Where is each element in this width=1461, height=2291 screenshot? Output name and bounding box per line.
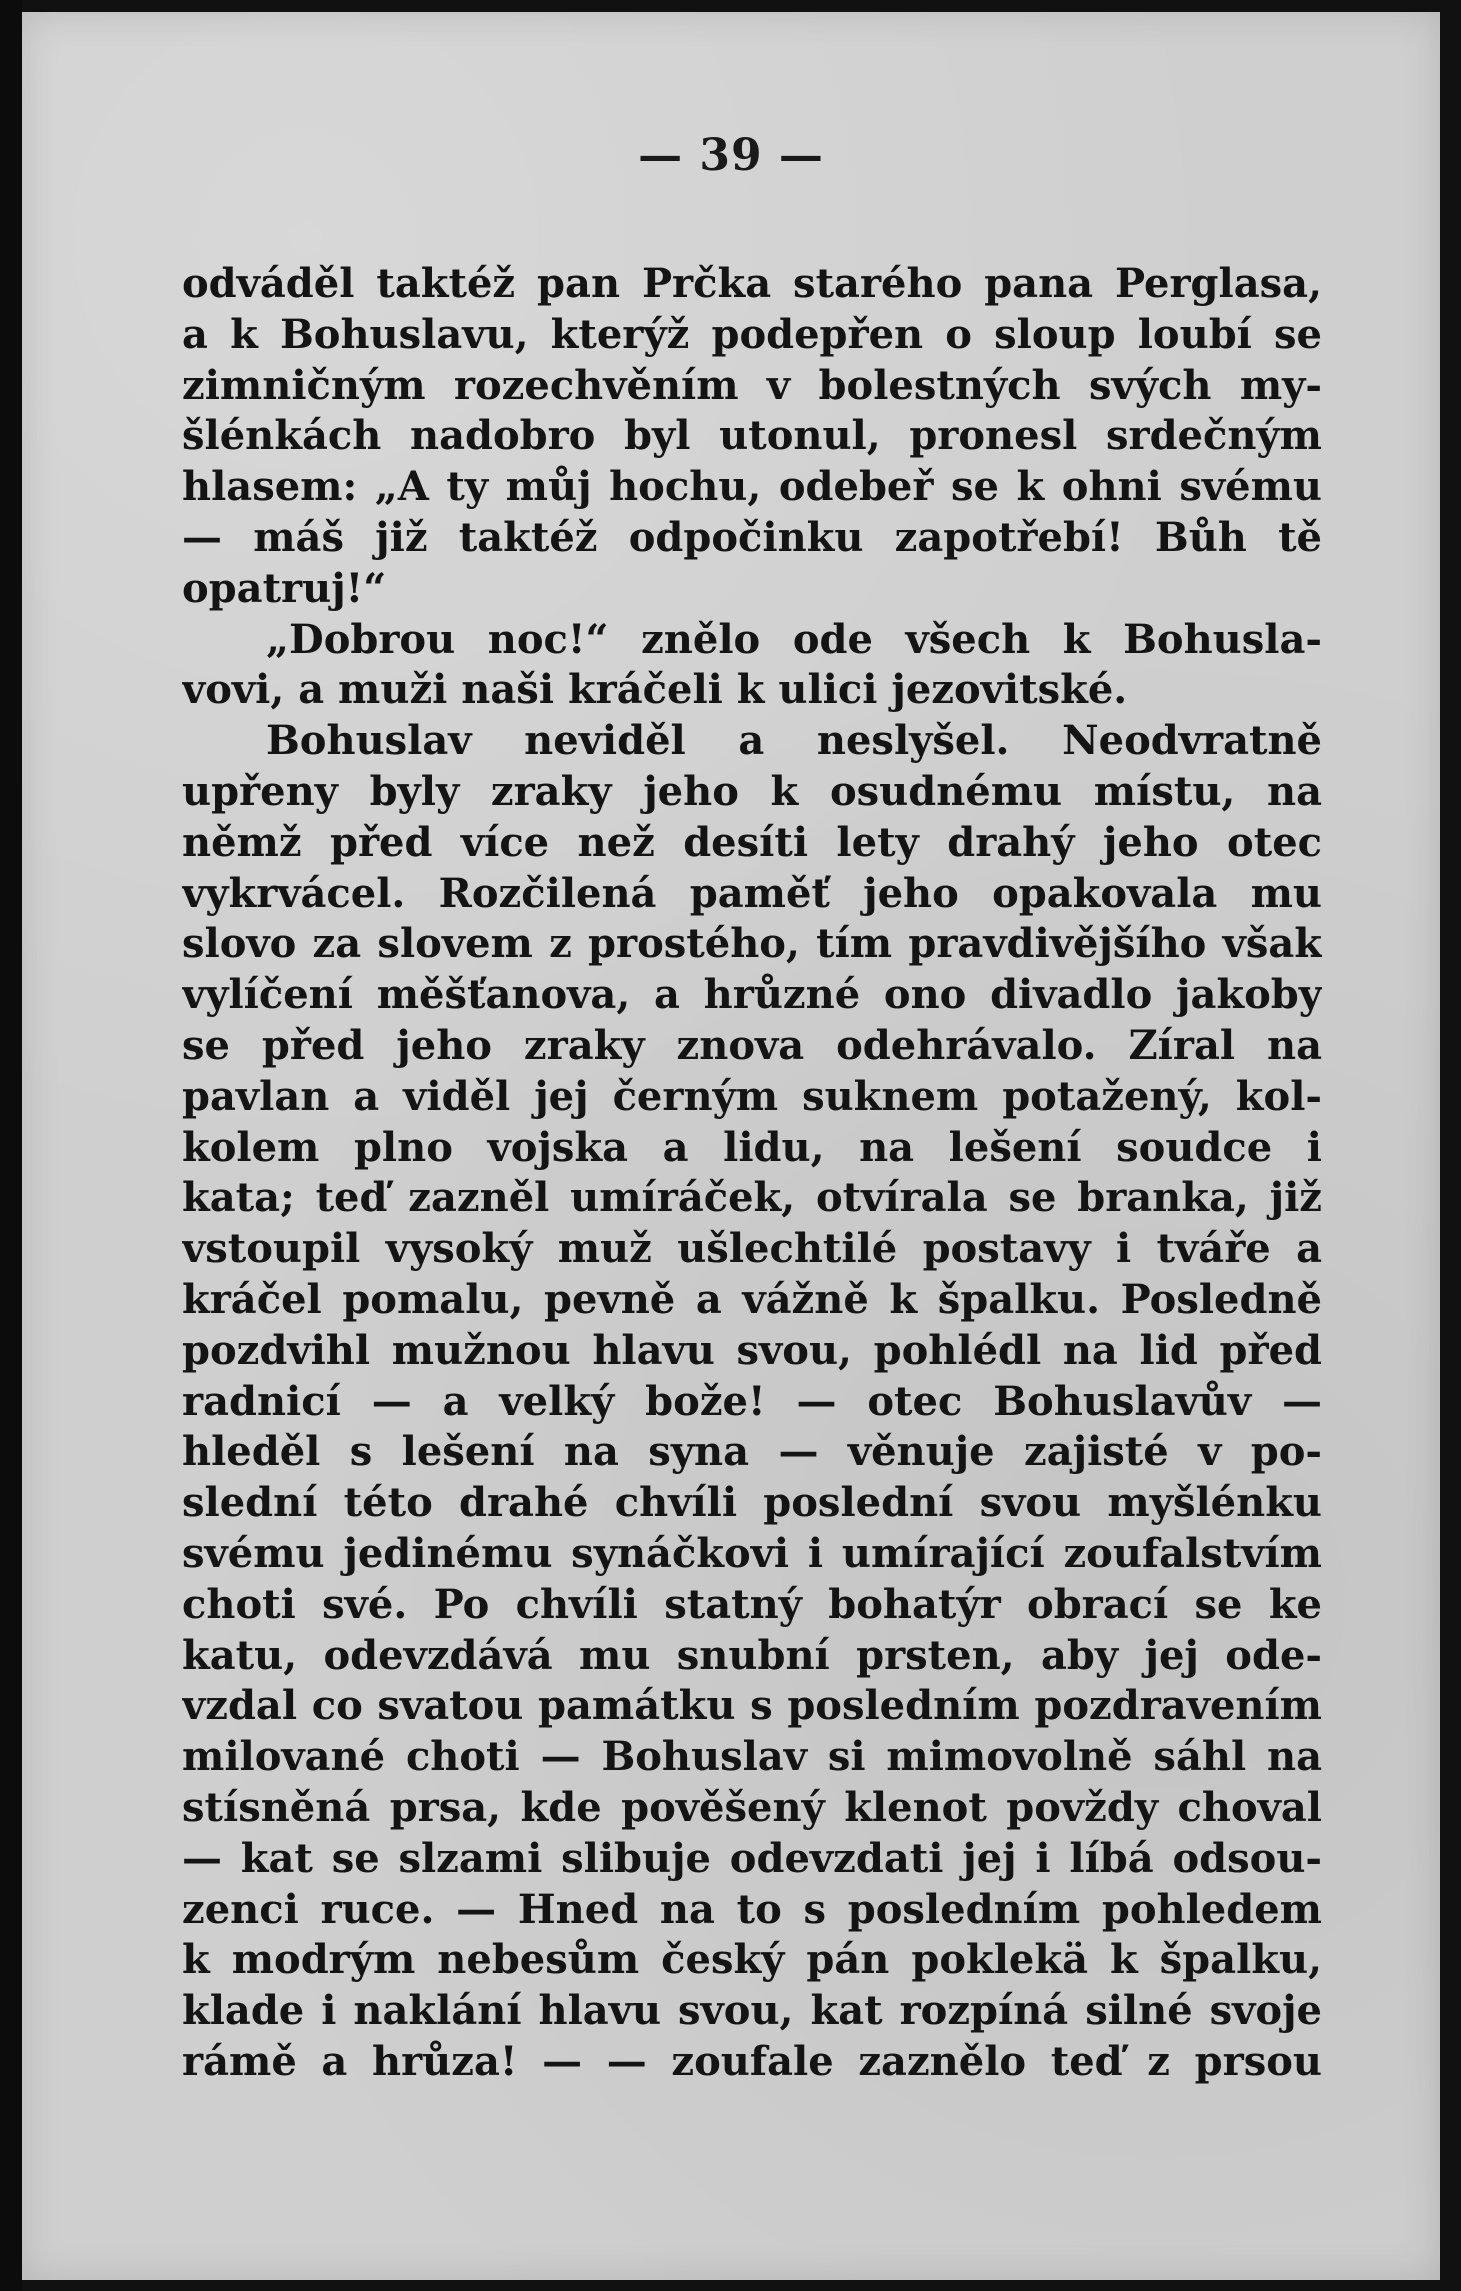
text-line: k modrým nebesům český pán poklekä k špalku, bbox=[182, 1936, 1322, 1984]
book-page bbox=[22, 12, 1440, 2280]
text-line: vstoupil vysoký muž ušlechtilé postavy i tváře a bbox=[182, 1225, 1322, 1273]
scan-left-edge bbox=[0, 0, 22, 2291]
text-line: rámě a hrůza! — — zoufale zaznělo teď z prsou bbox=[182, 2037, 1322, 2085]
text-line: klade i naklání hlavu svou, kat rozpíná silné svoje bbox=[182, 1987, 1322, 2035]
text-line: opatruj!“ bbox=[182, 564, 387, 612]
text-line: vylíčení měšťanova, a hrůzné ono divadlo jakoby bbox=[182, 971, 1322, 1019]
text-line: hleděl s lešení na syna — věnuje zajisté v po- bbox=[182, 1428, 1322, 1476]
text-line: vovi, a muži naši kráčeli k ulici jezovitské. bbox=[182, 666, 1128, 714]
text-line: kráčel pomalu, pevně a vážně k špalku. Posledně bbox=[182, 1275, 1322, 1323]
text-line: „Dobrou noc!“ znělo ode všech k Bohusla- bbox=[266, 615, 1322, 663]
text-line: slední této drahé chvíli poslední svou myšlénku bbox=[182, 1479, 1322, 1527]
text-line: zenci ruce. — Hned na to s posledním pohledem bbox=[182, 1885, 1322, 1933]
text-line: — kat se slzami slibuje odevzdati jej i líbá odsou- bbox=[182, 1834, 1322, 1882]
page-number: — 39 — bbox=[638, 130, 824, 181]
text-line: upřeny byly zraky jeho k osudnému místu, na bbox=[182, 767, 1322, 815]
text-line: radnicí — a velký bože! — otec Bohuslavův — bbox=[182, 1377, 1322, 1425]
text-line: šlénkách nadobro byl utonul, pronesl srdečným bbox=[182, 412, 1322, 460]
text-line: kolem plno vojska a lidu, na lešení soudce i bbox=[182, 1123, 1322, 1171]
text-line: vzdal co svatou památku s posledním pozdravením bbox=[182, 1682, 1322, 1730]
text-line: pozdvihl mužnou hlavu svou, pohlédl na lid před bbox=[182, 1326, 1322, 1374]
text-line: vykrvácel. Rozčilená paměť jeho opakovala mu bbox=[182, 869, 1322, 917]
text-line: odváděl taktéž pan Prčka starého pana Perglasa, bbox=[182, 260, 1322, 307]
text-line: pavlan a viděl jej černým suknem potažený, kol- bbox=[182, 1072, 1322, 1120]
body-text bbox=[182, 259, 1322, 2088]
text-line: se před jeho zraky znova odehrávalo. Zíral na bbox=[182, 1021, 1322, 1069]
text-line: a k Bohuslavu, kterýž podepřen o sloup loubí se bbox=[182, 310, 1322, 358]
text-line: Bohuslav neviděl a neslyšel. Neodvratně bbox=[266, 717, 1322, 765]
text-line: hlasem: „A ty můj hochu, odebeř se k ohni svému bbox=[182, 463, 1322, 511]
text-line: choti své. Po chvíli statný bohatýr obrací se ke bbox=[182, 1580, 1322, 1628]
text-line: němž před více než desíti lety drahý jeho otec bbox=[182, 818, 1322, 866]
text-line: zimničným rozechvěním v bolestných svých my- bbox=[182, 361, 1322, 409]
text-line: katu, odevzdává mu snubní prsten, aby jej ode- bbox=[182, 1631, 1322, 1679]
text-line: kata; teď zazněl umíráček, otvírala se branka, již bbox=[182, 1174, 1322, 1222]
text-line: milované choti — Bohuslav si mimovolně sáhl na bbox=[182, 1733, 1322, 1781]
text-line: — máš již taktéž odpočinku zapotřebí! Bůh tě bbox=[182, 513, 1322, 561]
text-line: slovo za slovem z prostého, tím pravdivějšího však bbox=[182, 920, 1322, 968]
text-line: stísněná prsa, kde pověšený klenot povždy choval bbox=[182, 1783, 1322, 1831]
text-line: svému jedinému synáčkovi i umírající zoufalstvím bbox=[182, 1529, 1322, 1577]
